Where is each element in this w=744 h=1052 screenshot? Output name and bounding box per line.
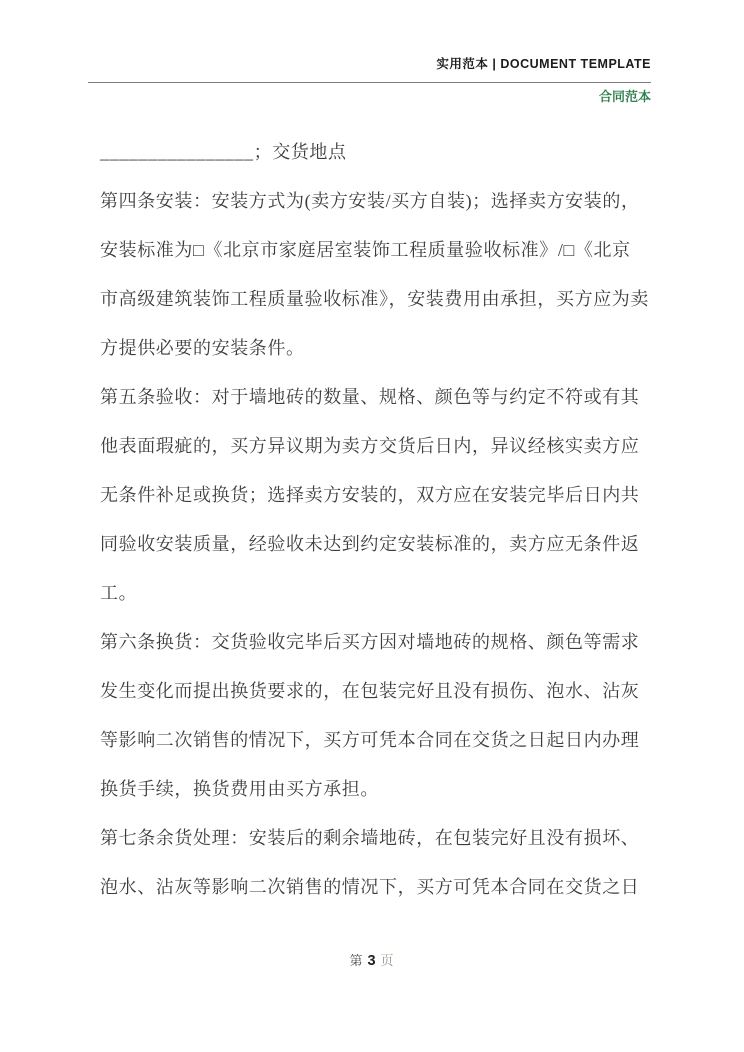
- document-text-line: ________________；交货地点: [100, 142, 347, 162]
- document-text-line: 他表面瑕疵的，买方异议期为卖方交货后日内，异议经核实卖方应: [100, 436, 640, 456]
- document-text-line: 方提供必要的安装条件。: [100, 338, 305, 358]
- document-text-line: 泡水、沾灰等影响二次销售的情况下，买方可凭本合同在交货之日: [100, 877, 640, 897]
- document-text-line: 第六条换货：交货验收完毕后买方因对墙地砖的规格、颜色等需求: [100, 632, 640, 652]
- document-text-line: 发生变化而提出换货要求的，在包装完好且没有损伤、泡水、沾灰: [100, 681, 640, 701]
- page-label-prefix: 第: [349, 953, 364, 968]
- page-number: 3: [367, 953, 377, 969]
- document-text-line: 市高级建筑装饰工程质量验收标准》，安装费用由承担，买方应为卖: [100, 289, 649, 309]
- document-text-line: 第四条安装：安装方式为(卖方安装/买方自装)；选择卖方安装的，: [100, 191, 640, 211]
- document-body: [100, 128, 652, 912]
- document-text-line: 同验收安装质量，经验收未达到约定安装标准的，卖方应无条件返: [100, 534, 640, 554]
- document-text-line: 安装标准为□《北京市家庭居室装饰工程质量验收标准》/□《北京: [100, 240, 631, 260]
- document-text-line: 等影响二次销售的情况下，买方可凭本合同在交货之日起日内办理: [100, 730, 640, 750]
- document-text-line: 第七条余货处理：安装后的剩余墙地砖，在包装完好且没有损坏、: [100, 828, 640, 848]
- header-brand-label: 实用范本 | DOCUMENT TEMPLATE: [436, 57, 651, 71]
- header-divider: [88, 82, 651, 83]
- document-type-label: 合同范本: [598, 89, 651, 104]
- document-text-line: 换货手续，换货费用由买方承担。: [100, 779, 379, 799]
- document-text-line: 第五条验收：对于墙地砖的数量、规格、颜色等与约定不符或有其: [100, 387, 640, 407]
- document-text-line: 无条件补足或换货；选择卖方安装的，双方应在安装完毕后日内共: [100, 485, 640, 505]
- page-footer: [0, 949, 744, 973]
- page-label-suffix: 页: [380, 953, 395, 968]
- document-text-line: 工。: [100, 583, 138, 603]
